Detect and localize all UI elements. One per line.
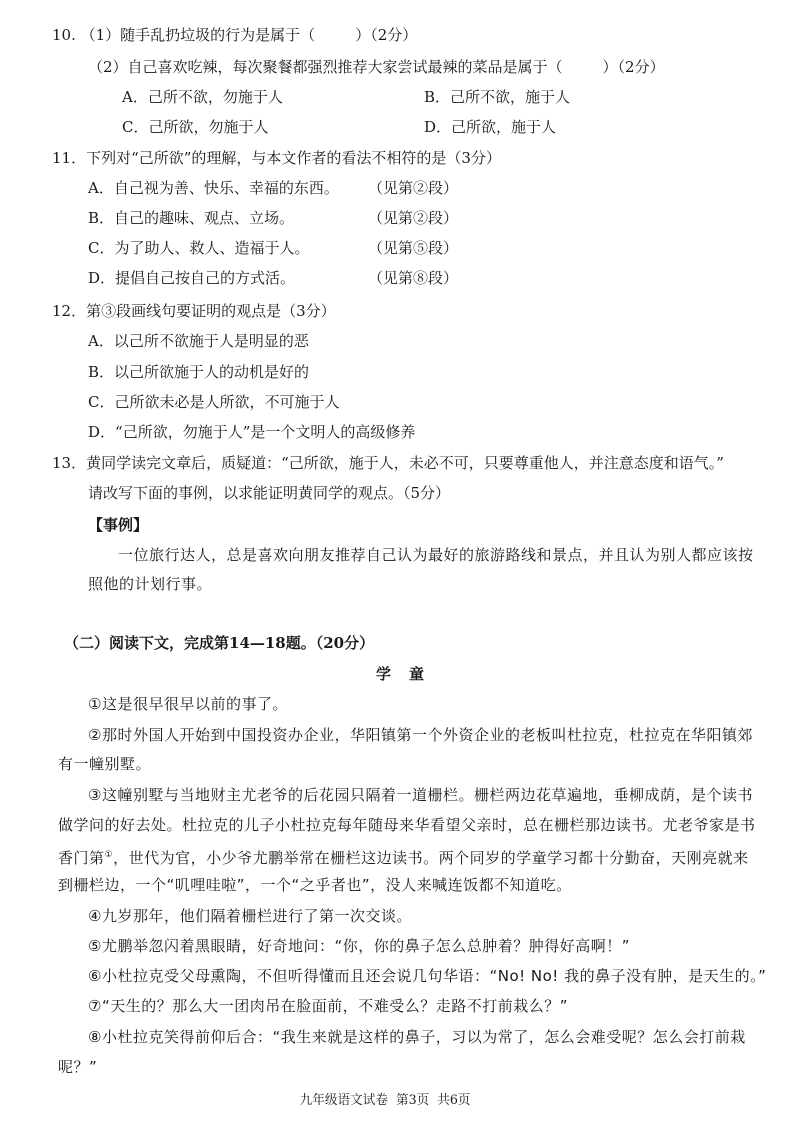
page-footer: 九年级语文试卷 第3页 共6页 <box>299 1093 471 1108</box>
q10-part1-end: ）（2分） <box>355 26 418 44</box>
paragraph-5: ⑤尤鹏举忽闪着黑眼睛，好奇地问：“你，你的鼻子怎么总肿着？肿得好高啊！” <box>88 937 630 955</box>
paragraph-3-line3-pre: 香门第 <box>58 849 105 867</box>
paragraph-3-line3 <box>58 844 749 869</box>
q12-option-c: C．己所欲未必是人所欲，不可施于人 <box>88 393 340 411</box>
q13-case-label: 【事例】 <box>88 516 149 534</box>
paragraph-1: ①这是很早很早以前的事了。 <box>88 695 288 713</box>
q10-option-a: A．己所不欲，勿施于人 <box>122 88 283 106</box>
footnote-marker: ① <box>104 850 114 860</box>
q13-stem: 13．黄同学读完文章后，质疑道：“己所欲，施于人，未必不可，只要尊重他人，并注意态度和语气。” <box>52 454 724 472</box>
q12-option-d: D．“己所欲，勿施于人”是一个文明人的高级修养 <box>88 423 416 441</box>
paragraph-2-line2: 有一幢别墅。 <box>58 755 152 773</box>
section2-heading: （二）阅读下文，完成第14—18题。（20分） <box>64 634 375 652</box>
q10-part2 <box>88 56 665 78</box>
q11-option-d: D．提倡自己按自己的方式活。 <box>88 269 296 287</box>
paragraph-7: ⑦“天生的？那么大一团肉吊在脸面前，不难受么？走路不打前栽么？” <box>88 997 568 1015</box>
paragraph-8-line2: 呢？” <box>58 1058 98 1076</box>
q11-option-c-ref: （见第⑤段） <box>368 239 459 257</box>
paragraph-3-line3-post: ，世代为官，小少爷尤鹏举常在栅栏这边读书。两个同岁的学童学习都十分勤奋，天刚亮就来 <box>113 849 749 867</box>
paragraph-6: ⑥小杜拉克受父母熏陶，不但听得懂而且还会说几句华语：“No! No! 我的鼻子没有肿，是天生的。” <box>88 967 767 985</box>
paragraph-8-line1: ⑧小杜拉克笑得前仰后合：“我生来就是这样的鼻子，习以为常了，怎么会难受呢？怎么会打前栽 <box>88 1028 746 1046</box>
q10-option-d: D．己所欲，施于人 <box>424 118 557 136</box>
q11-option-a-ref: （见第②段） <box>368 179 459 197</box>
paragraph-2-line1: ②那时外国人开始到中国投资办企业，华阳镇第一个外资企业的老板叫杜拉克，杜拉克在华阳镇郊 <box>88 726 753 744</box>
q10-part2-text: （2）自己喜欢吃辣，每次聚餐都强烈推荐大家尝试最辣的菜品是属于（ <box>88 58 563 76</box>
q12-stem: 12．第③段画线句要证明的观点是（3分） <box>52 302 336 320</box>
q11-option-b: B．自己的趣味、观点、立场。 <box>88 209 295 227</box>
q11-option-c: C．为了助人、救人、造福于人。 <box>88 239 310 257</box>
q13-case-line2: 照他的计划行事。 <box>88 575 213 593</box>
paragraph-3-line1: ③这幢别墅与当地财主尤老爷的后花园只隔着一道栅栏。栅栏两边花草遍地，垂柳成荫，是个读书 <box>88 786 753 804</box>
passage-title: 学童 <box>376 665 443 683</box>
q10-part1 <box>52 24 417 46</box>
q10-part2-end: ）（2分） <box>602 58 665 76</box>
q10-number: 10. <box>52 26 76 44</box>
paragraph-3-line4: 到栅栏边，一个“叽哩哇啦”，一个“之乎者也”，没人来喊连饭都不知道吃。 <box>58 876 572 894</box>
q13-case-line1: 一位旅行达人，总是喜欢向朋友推荐自己认为最好的旅游路线和景点，并且认为别人都应该按 <box>118 546 754 564</box>
q12-option-b: B．以己所欲施于人的动机是好的 <box>88 363 310 381</box>
q10-option-c: C．己所欲，勿施于人 <box>122 118 269 136</box>
q11-stem: 11．下列对“己所欲”的理解，与本文作者的看法不相符的是（3分） <box>52 149 501 167</box>
paragraph-4: ④九岁那年，他们隔着栅栏进行了第一次交谈。 <box>88 907 412 925</box>
q11-option-a: A．自己视为善、快乐、幸福的东西。 <box>88 179 339 197</box>
paragraph-3-line2: 做学问的好去处。杜拉克的儿子小杜拉克每年随母来华看望父亲时，总在栅栏那边读书。尤老爷家是书 <box>58 816 756 834</box>
q11-option-b-ref: （见第②段） <box>368 209 459 227</box>
q10-option-b: B．己所不欲，施于人 <box>424 88 571 106</box>
q10-part1-text: （1）随手乱扔垃圾的行为是属于（ <box>80 26 316 44</box>
q11-option-d-ref: （见第⑧段） <box>368 269 459 287</box>
q12-option-a: A．以己所不欲施于人是明显的恶 <box>88 332 309 350</box>
q13-stem-line2: 请改写下面的事例，以求能证明黄同学的观点。（5分） <box>88 484 451 502</box>
